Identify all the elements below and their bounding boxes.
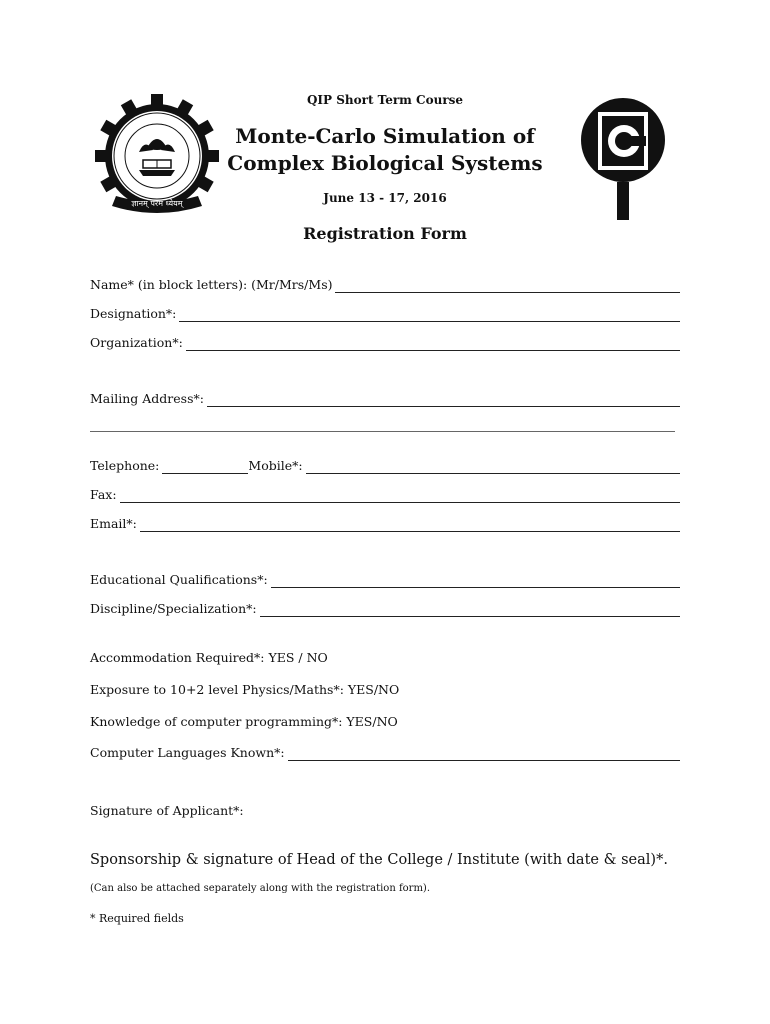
form-title: Registration Form xyxy=(303,224,467,243)
course-title-line2: Complex Biological Systems xyxy=(227,151,543,175)
mobile-label: Mobile*: xyxy=(248,458,303,473)
sponsorship-instruction: Sponsorship & signature of Head of the College / Institute (with date & seal)*. xyxy=(90,852,668,868)
emblem-motto: ज्ञानम् परमं ध्येयम् xyxy=(131,199,183,208)
discipline-label: Discipline/Specialization*: xyxy=(90,601,257,616)
discipline-field-row xyxy=(90,601,680,617)
telephone-label: Telephone: xyxy=(90,458,160,473)
accommodation-question[interactable]: Accommodation Required*: YES / NO xyxy=(90,650,328,665)
course-type: QIP Short Term Course xyxy=(306,93,464,107)
organization-label: Organization*: xyxy=(90,335,183,350)
designation-input-line[interactable] xyxy=(179,309,680,322)
email-label: Email*: xyxy=(90,516,137,531)
fax-field-row xyxy=(90,487,680,503)
attach-note: (Can also be attached separately along with the registration form). xyxy=(90,883,431,894)
email-field-row xyxy=(90,516,680,532)
telephone-mobile-row xyxy=(90,458,680,474)
languages-field-row xyxy=(90,745,680,761)
organization-input-line[interactable] xyxy=(186,338,680,351)
languages-input-line[interactable] xyxy=(288,748,680,761)
mobile-input-line[interactable] xyxy=(306,461,680,474)
fax-label: Fax: xyxy=(90,487,117,502)
name-field-row xyxy=(90,277,680,293)
qualifications-label: Educational Qualifications*: xyxy=(90,572,268,587)
qualifications-input-line[interactable] xyxy=(271,575,680,588)
name-label: Name* (in block letters): (Mr/Mrs/Ms) xyxy=(90,277,333,292)
course-title-line1: Monte-Carlo Simulation of xyxy=(235,124,535,148)
designation-field-row xyxy=(90,306,680,322)
signature-label[interactable]: Signature of Applicant*: xyxy=(90,803,244,818)
course-dates: June 13 - 17, 2016 xyxy=(323,191,447,205)
programming-question[interactable]: Knowledge of computer programming*: YES/NO xyxy=(90,714,398,729)
fax-input-line[interactable] xyxy=(120,490,680,503)
mailing-address-field-row xyxy=(90,391,680,407)
discipline-input-line[interactable] xyxy=(260,604,680,617)
designation-label: Designation*: xyxy=(90,306,177,321)
telephone-input-line[interactable] xyxy=(162,461,248,474)
exposure-question[interactable]: Exposure to 10+2 level Physics/Maths*: YES/NO xyxy=(90,682,400,697)
qualifications-field-row xyxy=(90,572,680,588)
email-input-line[interactable] xyxy=(140,519,680,532)
organization-field-row xyxy=(90,335,680,351)
name-input-line[interactable] xyxy=(335,280,680,293)
mailing-address-label: Mailing Address*: xyxy=(90,391,204,406)
languages-label: Computer Languages Known*: xyxy=(90,745,285,760)
mailing-address-extra-line[interactable] xyxy=(90,431,675,432)
required-fields-note: * Required fields xyxy=(90,912,184,925)
mailing-address-input-line[interactable] xyxy=(207,394,680,407)
